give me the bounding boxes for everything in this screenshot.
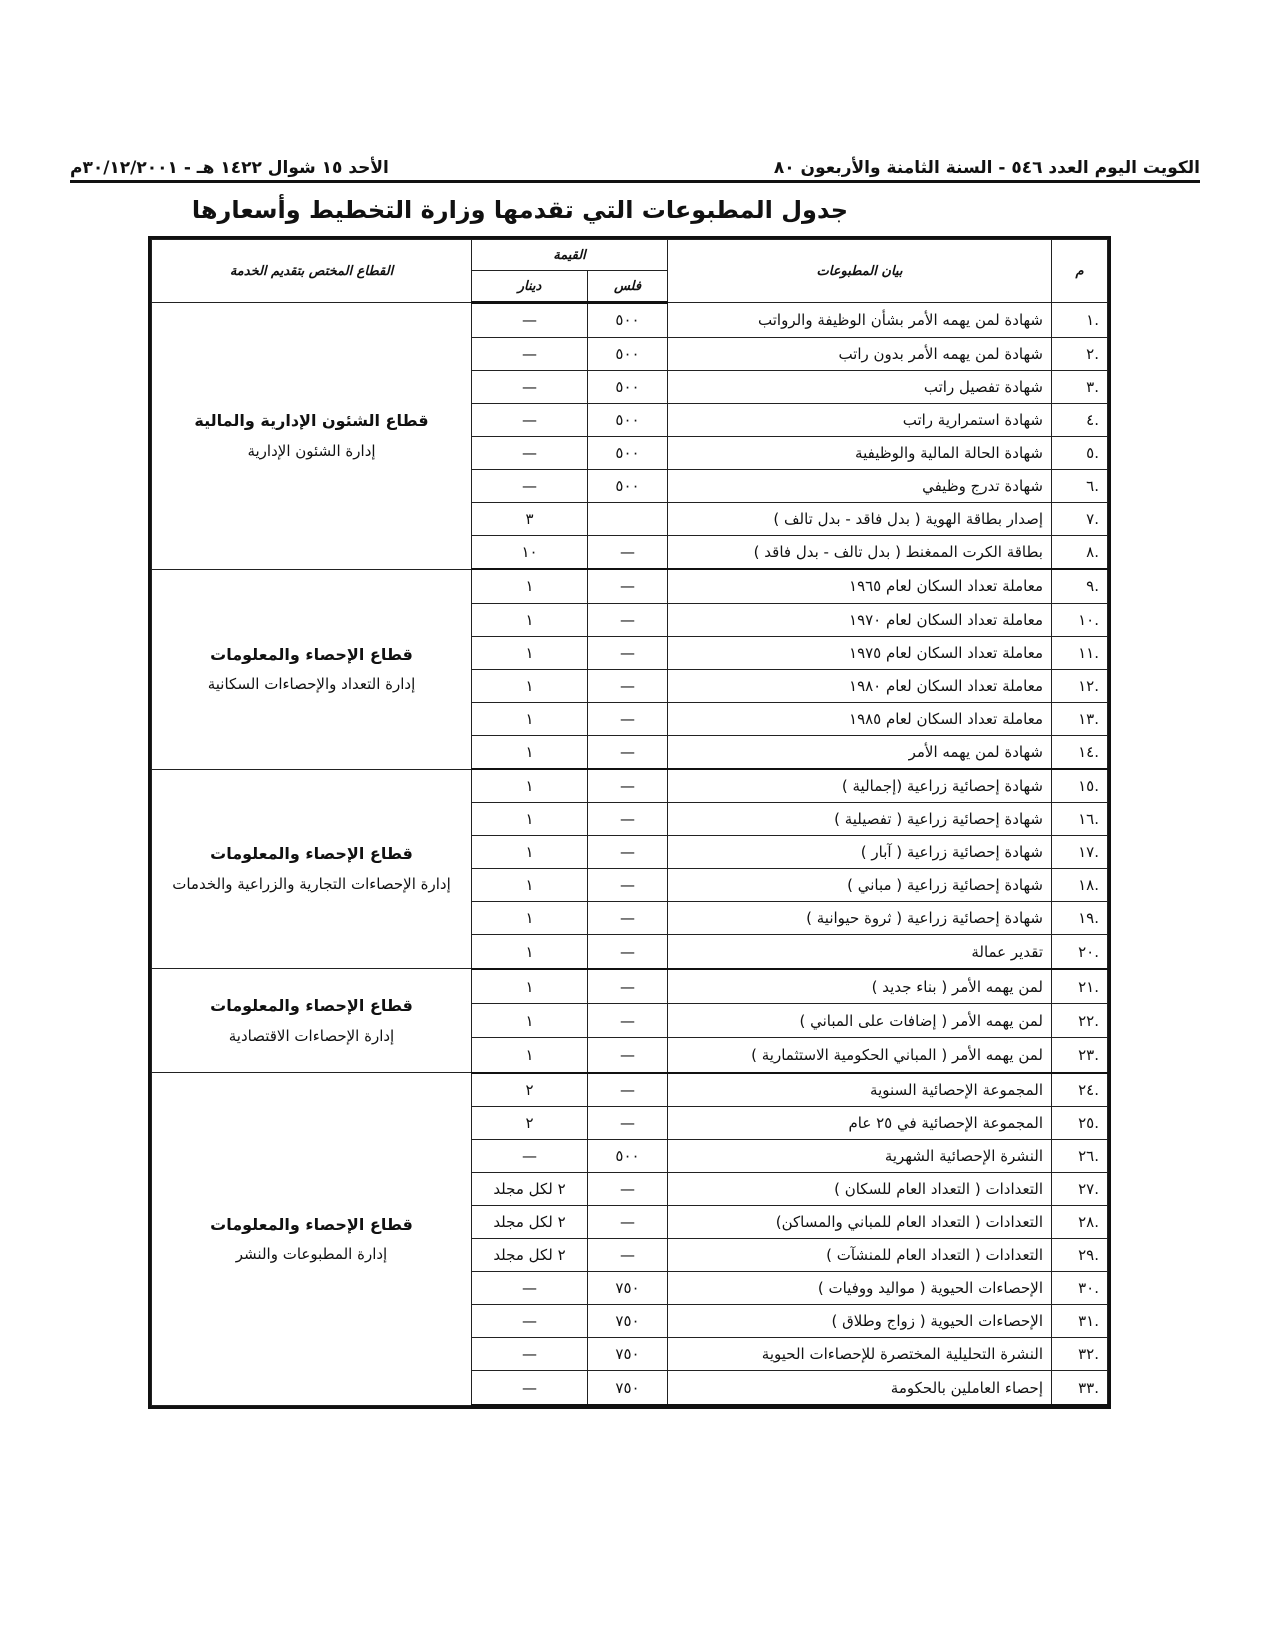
row-description: النشرة الإحصائية الشهرية (668, 1140, 1052, 1173)
row-description: إحصاء العاملين بالحكومة (668, 1371, 1052, 1405)
row-description: شهادة إحصائية زراعية ( آبار ) (668, 836, 1052, 869)
row-dinar: ١ (472, 836, 588, 869)
row-dinar: — (472, 1305, 588, 1338)
sector-name: قطاع الإحصاء والمعلومات (210, 1214, 413, 1234)
sector-cell (152, 969, 472, 1073)
row-number: .١٩ (1052, 902, 1108, 935)
header-issue: الكويت اليوم العدد ٥٤٦ - السنة الثامنة والأربعون ٨٠ (773, 158, 1200, 178)
row-fils: — (588, 569, 668, 603)
row-description: المجموعة الإحصائية السنوية (668, 1073, 1052, 1107)
row-dinar: ١ (472, 769, 588, 803)
row-number: .٢٦ (1052, 1140, 1108, 1173)
row-number: .١٨ (1052, 869, 1108, 902)
row-number: .١٠ (1052, 603, 1108, 636)
row-fils: — (588, 735, 668, 769)
row-description: شهادة إحصائية زراعية ( تفصيلية ) (668, 803, 1052, 836)
row-number: .٢٨ (1052, 1206, 1108, 1239)
row-number: .٤ (1052, 403, 1108, 436)
row-fils: ٧٥٠ (588, 1371, 668, 1405)
row-dinar: ١ (472, 702, 588, 735)
row-dinar: — (472, 403, 588, 436)
col-header-num: م (1052, 240, 1108, 303)
row-fils: — (588, 1073, 668, 1107)
row-fils: — (588, 669, 668, 702)
table-row (152, 1073, 1108, 1107)
row-dinar: ١ (472, 935, 588, 969)
row-description: شهادة الحالة المالية والوظيفية (668, 436, 1052, 469)
row-dinar: ١ (472, 969, 588, 1004)
department-name: إدارة الإحصاءات التجارية والزراعية والخدمات (172, 874, 451, 893)
row-description: النشرة التحليلية المختصرة للإحصاءات الحيوية (668, 1338, 1052, 1371)
department-name: إدارة الشئون الإدارية (247, 441, 376, 460)
row-description: معاملة تعداد السكان لعام ١٩٧٠ (668, 603, 1052, 636)
row-description: المجموعة الإحصائية في ٢٥ عام (668, 1107, 1052, 1140)
table-row (152, 769, 1108, 803)
row-number: .٢٧ (1052, 1173, 1108, 1206)
row-dinar: — (472, 303, 588, 338)
row-dinar: — (472, 370, 588, 403)
row-description: معاملة تعداد السكان لعام ١٩٧٥ (668, 636, 1052, 669)
row-fils: ٥٠٠ (588, 303, 668, 338)
row-dinar: ٢ لكل مجلد (472, 1206, 588, 1239)
row-fils: — (588, 935, 668, 969)
row-dinar: ١ (472, 869, 588, 902)
table-body (152, 303, 1108, 1406)
sector-name: قطاع الإحصاء والمعلومات (210, 644, 413, 664)
header-date: الأحد ١٥ شوال ١٤٢٢ هـ - ٣٠/١٢/٢٠٠١م (70, 158, 389, 178)
row-fils: ٥٠٠ (588, 403, 668, 436)
row-number: .١٧ (1052, 836, 1108, 869)
row-dinar: ١ (472, 1038, 588, 1073)
row-number: .١١ (1052, 636, 1108, 669)
row-fils: — (588, 1038, 668, 1073)
row-fils: — (588, 1004, 668, 1038)
sector-cell (152, 569, 472, 769)
row-dinar: — (472, 1272, 588, 1305)
row-dinar: — (472, 1371, 588, 1405)
sector-name: قطاع الإحصاء والمعلومات (210, 996, 413, 1016)
sector-name: قطاع الشئون الإدارية والمالية (194, 411, 429, 431)
table-row (152, 969, 1108, 1004)
row-fils: — (588, 1107, 668, 1140)
row-number: .١ (1052, 303, 1108, 338)
department-name: إدارة التعداد والإحصاءات السكانية (207, 675, 416, 694)
row-number: .١٣ (1052, 702, 1108, 735)
row-dinar: — (472, 337, 588, 370)
row-fils: — (588, 636, 668, 669)
row-dinar: — (472, 1140, 588, 1173)
row-fils: — (588, 1206, 668, 1239)
row-number: .٢ (1052, 337, 1108, 370)
row-fils: ٧٥٠ (588, 1272, 668, 1305)
row-number: .٣٢ (1052, 1338, 1108, 1371)
col-header-dinar: دينار (472, 271, 588, 303)
row-number: .٢٥ (1052, 1107, 1108, 1140)
row-fils: ٥٠٠ (588, 370, 668, 403)
row-description: لمن يهمه الأمر ( المباني الحكومية الاستثمارية ) (668, 1038, 1052, 1073)
row-dinar: ١٠ (472, 535, 588, 569)
row-fils: — (588, 702, 668, 735)
row-fils: — (588, 902, 668, 935)
row-dinar: ٣ (472, 502, 588, 535)
row-description: شهادة تفصيل راتب (668, 370, 1052, 403)
row-number: .٣٠ (1052, 1272, 1108, 1305)
row-number: .٧ (1052, 502, 1108, 535)
row-dinar: ٢ (472, 1073, 588, 1107)
row-fils: — (588, 535, 668, 569)
row-fils: — (588, 836, 668, 869)
table-row (152, 303, 1108, 338)
row-number: .٨ (1052, 535, 1108, 569)
page-title: جدول المطبوعات التي تقدمها وزارة التخطيط وأسعارها (191, 196, 849, 224)
row-dinar: ١ (472, 803, 588, 836)
row-description: شهادة لمن يهمه الأمر بشأن الوظيفة والرواتب (668, 303, 1052, 338)
publications-table (151, 239, 1108, 1406)
row-description: لمن يهمه الأمر ( بناء جديد ) (668, 969, 1052, 1004)
row-description: شهادة لمن يهمه الأمر (668, 735, 1052, 769)
row-dinar: ١ (472, 636, 588, 669)
row-description: التعدادات ( التعداد العام للمباني والمساكن) (668, 1206, 1052, 1239)
row-description: شهادة إحصائية زراعية ( ثروة حيوانية ) (668, 902, 1052, 935)
row-dinar: ١ (472, 1004, 588, 1038)
row-dinar: — (472, 436, 588, 469)
row-description: تقدير عمالة (668, 935, 1052, 969)
header-divider (70, 180, 1200, 183)
department-name: إدارة المطبوعات والنشر (235, 1244, 388, 1263)
row-description: معاملة تعداد السكان لعام ١٩٨٠ (668, 669, 1052, 702)
row-description: شهادة لمن يهمه الأمر بدون راتب (668, 337, 1052, 370)
row-description: معاملة تعداد السكان لعام ١٩٦٥ (668, 569, 1052, 603)
row-fils: — (588, 869, 668, 902)
row-description: الإحصاءات الحيوية ( مواليد ووفيات ) (668, 1272, 1052, 1305)
row-description: شهادة إحصائية زراعية ( مباني ) (668, 869, 1052, 902)
row-fils: — (588, 1173, 668, 1206)
page-header (70, 148, 1200, 178)
sector-name: قطاع الإحصاء والمعلومات (210, 844, 413, 864)
row-fils: ٥٠٠ (588, 469, 668, 502)
row-number: .٩ (1052, 569, 1108, 603)
row-dinar: ١ (472, 902, 588, 935)
row-dinar: ١ (472, 669, 588, 702)
row-fils: — (588, 603, 668, 636)
row-description: التعدادات ( التعداد العام للسكان ) (668, 1173, 1052, 1206)
row-fils: — (588, 769, 668, 803)
sector-cell (152, 1073, 472, 1405)
row-number: .١٤ (1052, 735, 1108, 769)
row-dinar: ١ (472, 735, 588, 769)
col-header-value: القيمة (472, 240, 668, 271)
department-name: إدارة الإحصاءات الاقتصادية (228, 1026, 395, 1045)
row-fils: ٥٠٠ (588, 1140, 668, 1173)
row-description: شهادة إحصائية زراعية (إجمالية ) (668, 769, 1052, 803)
row-number: .٢٩ (1052, 1239, 1108, 1272)
sector-cell (152, 303, 472, 570)
row-dinar: — (472, 1338, 588, 1371)
row-dinar: — (472, 469, 588, 502)
row-number: .٣٣ (1052, 1371, 1108, 1405)
row-fils: ٧٥٠ (588, 1305, 668, 1338)
row-fils: ٥٠٠ (588, 337, 668, 370)
publications-table-frame (148, 236, 1111, 1409)
row-fils: — (588, 1239, 668, 1272)
row-number: .١٥ (1052, 769, 1108, 803)
row-dinar: ٢ لكل مجلد (472, 1173, 588, 1206)
row-number: .٢٣ (1052, 1038, 1108, 1073)
col-header-desc: بيان المطبوعات (668, 240, 1052, 303)
row-description: الإحصاءات الحيوية ( زواج وطلاق ) (668, 1305, 1052, 1338)
row-number: .٢٠ (1052, 935, 1108, 969)
row-description: لمن يهمه الأمر ( إضافات على المباني ) (668, 1004, 1052, 1038)
row-fils: ٧٥٠ (588, 1338, 668, 1371)
table-row (152, 569, 1108, 603)
row-fils (588, 502, 668, 535)
row-description: التعدادات ( التعداد العام للمنشآت ) (668, 1239, 1052, 1272)
col-header-fils: فلس (588, 271, 668, 303)
row-number: .٢٤ (1052, 1073, 1108, 1107)
row-number: .٢٢ (1052, 1004, 1108, 1038)
row-number: .٣ (1052, 370, 1108, 403)
row-dinar: ٢ لكل مجلد (472, 1239, 588, 1272)
row-description: بطاقة الكرت الممغنط ( بدل تالف - بدل فاقد ) (668, 535, 1052, 569)
row-dinar: ٢ (472, 1107, 588, 1140)
row-fils: — (588, 969, 668, 1004)
col-header-sector: القطاع المختص بتقديم الخدمة (152, 240, 472, 303)
row-number: .٥ (1052, 436, 1108, 469)
row-fils: ٥٠٠ (588, 436, 668, 469)
row-description: شهادة تدرج وظيفي (668, 469, 1052, 502)
row-number: .٣١ (1052, 1305, 1108, 1338)
row-number: .١٢ (1052, 669, 1108, 702)
sector-cell (152, 769, 472, 969)
row-description: شهادة استمرارية راتب (668, 403, 1052, 436)
row-fils: — (588, 803, 668, 836)
row-description: معاملة تعداد السكان لعام ١٩٨٥ (668, 702, 1052, 735)
row-number: .١٦ (1052, 803, 1108, 836)
row-description: إصدار بطاقة الهوية ( بدل فاقد - بدل تالف ) (668, 502, 1052, 535)
row-dinar: ١ (472, 603, 588, 636)
row-number: .٦ (1052, 469, 1108, 502)
row-dinar: ١ (472, 569, 588, 603)
row-number: .٢١ (1052, 969, 1108, 1004)
